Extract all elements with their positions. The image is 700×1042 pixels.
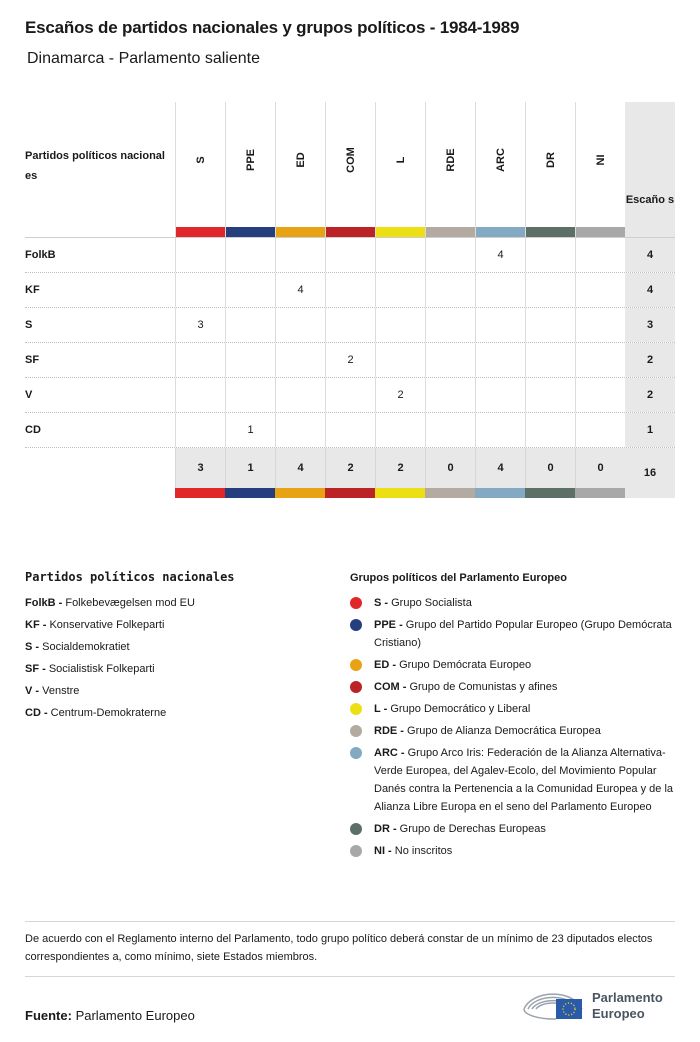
table-body <box>25 237 675 447</box>
group-total: 1 <box>225 448 275 488</box>
party-legend-code: V <box>25 685 33 697</box>
group-legend-name: Grupo de Alianza Democrática Europea <box>407 725 601 737</box>
table-cell <box>425 308 475 342</box>
table-cell <box>375 273 425 307</box>
group-legend-code: COM <box>374 681 400 693</box>
group-legend-code: NI <box>374 845 385 857</box>
group-column-label: COM <box>344 147 357 173</box>
table-cell <box>575 308 625 342</box>
party-legend-name: Socialistisk Folkeparti <box>48 663 155 675</box>
party-legend-heading: Partidos políticos nacionales <box>25 570 235 584</box>
row-seat-total: 2 <box>625 343 675 377</box>
group-column-label: L <box>394 156 407 164</box>
group-total: 0 <box>525 448 575 488</box>
group-color-bar <box>175 488 225 498</box>
table-cell <box>425 413 475 447</box>
party-legend-sep: - <box>32 685 43 697</box>
party-legend-code: CD <box>25 707 41 719</box>
table-cell <box>375 238 425 272</box>
table-cell <box>175 343 225 377</box>
table-cell: 4 <box>475 238 525 272</box>
group-legend-name: Grupo Socialista <box>391 597 472 609</box>
group-column-ppe <box>225 102 275 237</box>
party-code: V <box>25 389 33 401</box>
group-color-dot-icon <box>350 725 362 737</box>
group-color-bar <box>275 488 325 498</box>
party-legend-item <box>25 592 325 614</box>
table-cell <box>325 308 375 342</box>
hemicycle-flag-icon <box>520 985 586 1025</box>
table-cell <box>325 378 375 412</box>
group-legend-code: S <box>374 597 382 609</box>
table-cell <box>325 273 375 307</box>
group-legend-name: Grupo Demócrata Europeo <box>399 659 532 671</box>
group-legend-item <box>350 678 675 696</box>
group-column-rde <box>425 102 475 237</box>
table-row <box>25 307 675 342</box>
row-seat-total: 4 <box>625 238 675 272</box>
party-code: KF <box>25 284 40 296</box>
table-cell <box>275 308 325 342</box>
seats-column-header <box>625 102 675 237</box>
table-cell: 1 <box>225 413 275 447</box>
row-header-label: Partidos políticos nacional es <box>25 150 165 182</box>
group-color-dot-icon <box>350 659 362 671</box>
party-code: S <box>25 319 33 331</box>
group-legend-item <box>350 700 675 718</box>
table-cell <box>375 308 425 342</box>
seats-header-label: Escaño s <box>625 194 675 206</box>
table-cell <box>525 308 575 342</box>
group-color-bar <box>576 227 625 237</box>
table-cell <box>575 238 625 272</box>
group-column-dr <box>525 102 575 237</box>
parliament-logo <box>520 985 680 1025</box>
table-cell <box>225 308 275 342</box>
group-legend-code: L <box>374 703 381 715</box>
table-cell <box>225 378 275 412</box>
page-subtitle: Dinamarca - Parlamento saliente <box>27 50 260 67</box>
party-legend-sep: - <box>55 597 66 609</box>
group-color-dot-icon <box>350 619 362 631</box>
table-row <box>25 272 675 307</box>
group-column-label: S <box>194 156 207 164</box>
group-legend-name: Grupo Democrático y Liberal <box>390 703 531 715</box>
group-column-label: DR <box>544 152 557 168</box>
table-cell <box>175 238 225 272</box>
table-cell <box>275 378 325 412</box>
table-header <box>25 102 675 237</box>
group-legend-sep: - <box>381 597 392 609</box>
table-cell <box>475 413 525 447</box>
group-column-label: ARC <box>494 148 507 172</box>
party-legend-sep: - <box>32 641 43 653</box>
group-total: 0 <box>575 448 625 488</box>
group-color-bar <box>326 227 375 237</box>
grand-total: 16 <box>625 448 675 498</box>
group-column-label: PPE <box>244 148 257 172</box>
group-legend-code: ED <box>374 659 390 671</box>
table-cell <box>575 273 625 307</box>
party-legend-code: SF <box>25 663 40 675</box>
table-cell <box>175 413 225 447</box>
party-legend <box>25 570 325 724</box>
table-cell <box>225 273 275 307</box>
group-column-label: NI <box>594 154 607 166</box>
party-legend-name: Folkebevægelsen mod EU <box>65 597 195 609</box>
party-legend-item <box>25 636 325 658</box>
table-cell <box>175 378 225 412</box>
row-seat-total: 2 <box>625 378 675 412</box>
group-color-bar <box>525 488 575 498</box>
group-color-bar <box>226 227 275 237</box>
group-color-dot-icon <box>350 597 362 609</box>
group-color-bar <box>426 227 475 237</box>
group-legend-item <box>350 594 675 612</box>
table-cell <box>275 343 325 377</box>
party-legend-name: Socialdemokratiet <box>42 641 130 653</box>
table-row <box>25 237 675 272</box>
source-line <box>25 1008 195 1023</box>
table-row <box>25 412 675 447</box>
table-cell <box>325 413 375 447</box>
group-column-label: RDE <box>444 148 457 172</box>
group-total: 4 <box>275 448 325 488</box>
page-title: Escaños de partidos nacionales y grupos políticos - 1984-1989 <box>25 18 520 37</box>
group-color-bar <box>276 227 325 237</box>
group-column-arc <box>475 102 525 237</box>
group-column-ed <box>275 102 325 237</box>
table-cell <box>375 413 425 447</box>
group-color-dot-icon <box>350 747 362 759</box>
group-color-bar <box>475 488 525 498</box>
logo-line-2: Europeo <box>592 1006 645 1021</box>
group-color-bar <box>526 227 575 237</box>
row-seat-total: 3 <box>625 308 675 342</box>
group-legend-sep: - <box>396 619 406 631</box>
table-cell <box>575 378 625 412</box>
group-legend-name: Grupo Arco Iris: Federación de la Alianza Alternativa-Verde Europea, del Agalev-Ecolo, del Movimiento Popular Danés contra la Pertenencia a la Comunidad Europea y de la Alianza Libre Europa en el seno del Parlamento Europeo <box>374 747 674 813</box>
group-legend-sep: - <box>399 681 410 693</box>
source-label: Fuente: <box>25 1008 72 1023</box>
table-cell <box>425 238 475 272</box>
group-color-bar <box>476 227 525 237</box>
table-cell <box>175 273 225 307</box>
group-legend-item <box>350 656 675 674</box>
party-code: FolkB <box>25 249 56 261</box>
group-total: 4 <box>475 448 525 488</box>
totals-row <box>25 447 675 497</box>
group-color-dot-icon <box>350 681 362 693</box>
table-cell <box>575 413 625 447</box>
group-legend-item <box>350 820 675 838</box>
group-color-bar <box>375 488 425 498</box>
group-legend-code: DR <box>374 823 390 835</box>
party-legend-item <box>25 614 325 636</box>
table-cell <box>475 343 525 377</box>
group-column-ni <box>575 102 625 237</box>
party-legend-sep: - <box>39 619 50 631</box>
group-total: 0 <box>425 448 475 488</box>
group-legend-heading: Grupos políticos del Parlamento Europeo <box>350 572 567 584</box>
group-legend-item <box>350 744 675 816</box>
group-legend-code: ARC <box>374 747 398 759</box>
table-cell: 2 <box>325 343 375 377</box>
table-row <box>25 342 675 377</box>
table-cell <box>375 343 425 377</box>
group-color-bar <box>376 227 425 237</box>
party-legend-code: FolkB <box>25 597 56 609</box>
table-cell <box>275 238 325 272</box>
table-cell <box>475 378 525 412</box>
group-legend-name: Grupo de Comunistas y afines <box>409 681 558 693</box>
party-legend-item <box>25 702 325 724</box>
party-code: SF <box>25 354 40 366</box>
group-legend-sep: - <box>385 845 395 857</box>
table-cell <box>425 378 475 412</box>
table-cell <box>225 343 275 377</box>
group-legend-item <box>350 722 675 740</box>
group-total: 2 <box>375 448 425 488</box>
table-cell <box>475 308 525 342</box>
group-legend-name: Grupo del Partido Popular Europeo (Grupo Demócrata Cristiano) <box>374 619 672 649</box>
group-legend-item <box>350 616 675 652</box>
party-legend-code: KF <box>25 619 40 631</box>
table-cell <box>425 273 475 307</box>
table-cell <box>325 238 375 272</box>
group-total: 3 <box>175 448 225 488</box>
group-column-com <box>325 102 375 237</box>
group-color-dot-icon <box>350 845 362 857</box>
party-legend-name: Centrum-Demokraterne <box>50 707 167 719</box>
group-total: 2 <box>325 448 375 488</box>
party-legend-sep: - <box>39 663 49 675</box>
table-cell <box>525 413 575 447</box>
table-cell <box>575 343 625 377</box>
group-legend-sep: - <box>397 725 408 737</box>
table-row <box>25 377 675 412</box>
group-color-dot-icon <box>350 703 362 715</box>
party-legend-name: Venstre <box>42 685 80 697</box>
group-color-bar <box>575 488 625 498</box>
group-column-label: ED <box>294 152 307 168</box>
party-legend-item <box>25 658 325 680</box>
group-legend <box>350 570 675 864</box>
logo-line-1: Parlamento <box>592 990 663 1005</box>
table-cell <box>275 413 325 447</box>
group-color-bar <box>425 488 475 498</box>
group-legend-name: Grupo de Derechas Europeas <box>399 823 546 835</box>
party-legend-sep: - <box>40 707 51 719</box>
table-cell <box>525 378 575 412</box>
group-legend-sep: - <box>397 747 408 759</box>
group-legend-name: No inscritos <box>394 845 453 857</box>
group-legend-item <box>350 842 675 860</box>
party-legend-item <box>25 680 325 702</box>
table-cell <box>475 273 525 307</box>
table-cell <box>225 238 275 272</box>
group-legend-code: RDE <box>374 725 398 737</box>
group-column-s <box>175 102 225 237</box>
table-cell: 2 <box>375 378 425 412</box>
table-cell <box>525 343 575 377</box>
logo-text <box>592 990 663 1022</box>
footnote: De acuerdo con el Reglamento interno del Parlamento, todo grupo político deberá constar de un mínimo de 23 diputados electos correspondientes a, como mínimo, siete Estados miembros. <box>25 921 675 977</box>
group-column-l <box>375 102 425 237</box>
seats-table <box>25 102 675 497</box>
group-color-bar <box>176 227 225 237</box>
table-cell: 3 <box>175 308 225 342</box>
group-legend-sep: - <box>389 659 400 671</box>
group-legend-code: PPE <box>374 619 397 631</box>
group-color-dot-icon <box>350 823 362 835</box>
group-color-bar <box>325 488 375 498</box>
row-seat-total: 4 <box>625 273 675 307</box>
table-cell: 4 <box>275 273 325 307</box>
table-cell <box>425 343 475 377</box>
party-legend-name: Konservative Folkeparti <box>49 619 165 631</box>
party-code: CD <box>25 424 41 436</box>
party-legend-code: S <box>25 641 33 653</box>
group-legend-sep: - <box>380 703 391 715</box>
row-seat-total: 1 <box>625 413 675 447</box>
group-color-bar <box>225 488 275 498</box>
group-legend-sep: - <box>389 823 400 835</box>
table-cell <box>525 273 575 307</box>
source-value: Parlamento Europeo <box>75 1008 195 1023</box>
table-cell <box>525 238 575 272</box>
